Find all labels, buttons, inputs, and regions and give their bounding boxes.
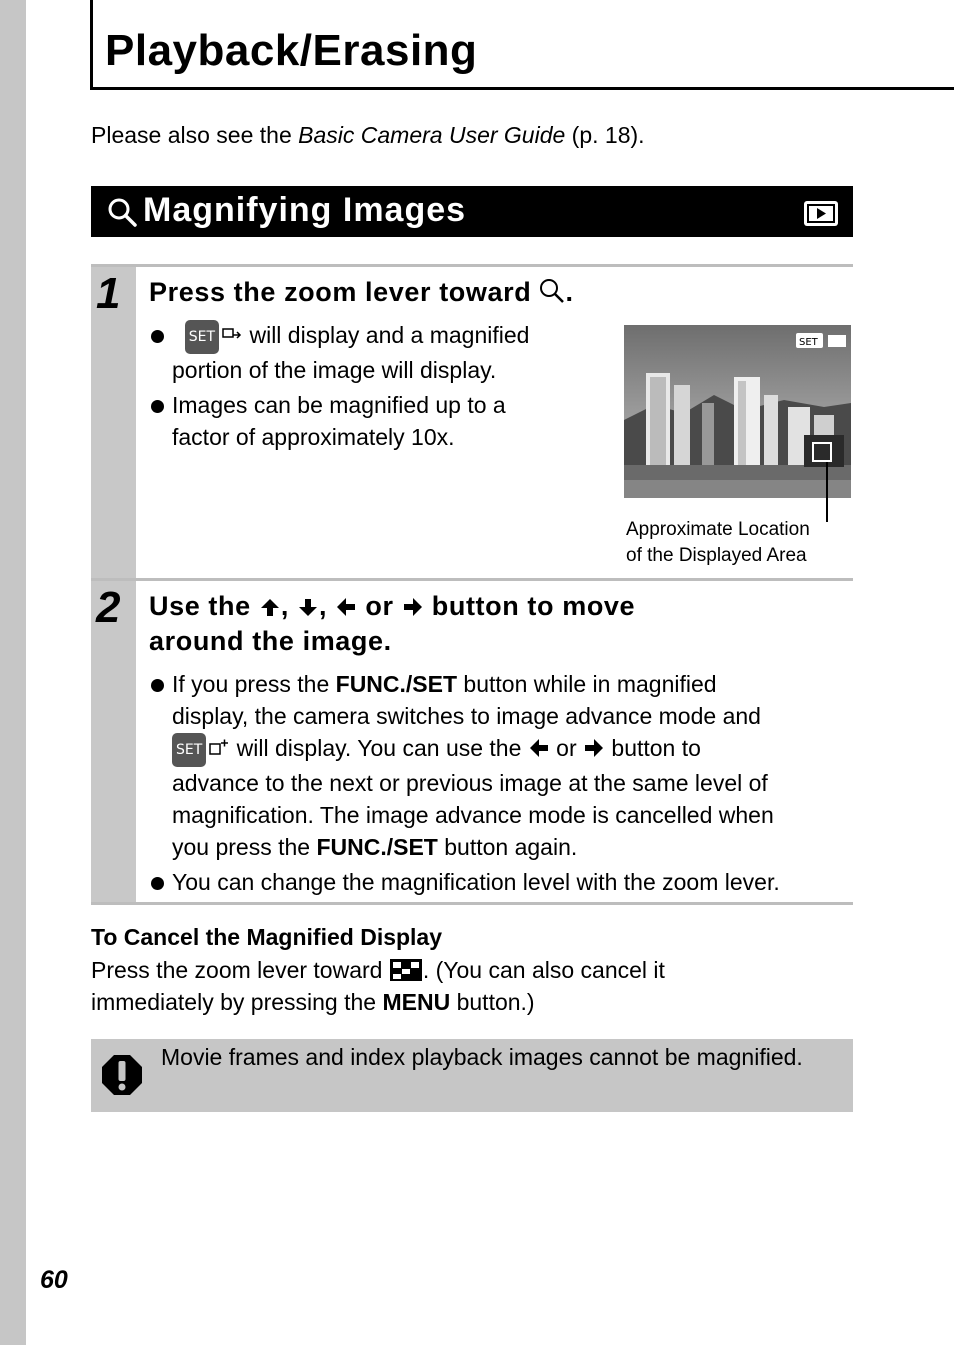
magnified-city-photo [624, 325, 851, 498]
caution-icon [100, 1053, 144, 1097]
intro-text [91, 122, 645, 149]
down-arrow-icon [297, 596, 319, 618]
cancel-text-part: Press the zoom lever toward [91, 957, 389, 983]
step-heading-text: or [365, 591, 394, 621]
cancel-text-part: button.) [450, 989, 535, 1015]
step-heading-text: around the image. [149, 626, 392, 656]
step-heading [149, 275, 574, 310]
bullet-text: advance to the next or previous image at the same level of [172, 770, 768, 796]
list-item [149, 668, 849, 863]
list-item [149, 319, 579, 386]
cancel-text [91, 954, 851, 1018]
step-number: 2 [96, 583, 121, 632]
cancel-heading: To Cancel the Magnified Display [91, 924, 443, 950]
bullet-text: you press the [172, 834, 317, 860]
page-title: Playback/Erasing [105, 26, 478, 75]
bullet-text: button while in magnified [457, 671, 717, 697]
list-item [149, 389, 579, 453]
step-heading: Use the , , or button to move around the image. [149, 591, 636, 656]
bullet-text: button to [611, 735, 701, 761]
playback-mode-icon [803, 200, 839, 227]
step-1-bullets [149, 319, 579, 453]
step-1 [91, 264, 853, 580]
photo-caption [626, 517, 810, 569]
func-set-label: FUNC./SET [316, 834, 438, 860]
step-heading-text: Use the [149, 591, 251, 621]
page-number: 60 [40, 1266, 68, 1294]
section-title: Magnifying Images [143, 191, 467, 229]
svg-text:SET: SET [799, 337, 818, 348]
title-frame [90, 0, 954, 90]
bullet-text: or [556, 735, 577, 761]
side-tab-bar [0, 0, 26, 1345]
menu-label: MENU [382, 989, 451, 1015]
bullet-text: factor of approximately 10x. [172, 424, 455, 450]
caption-line: of the Displayed Area [626, 545, 807, 566]
set-badge: SET [185, 320, 219, 354]
bullet-text: display, the camera switches to image advance mode and [172, 703, 761, 729]
step-2-bullets [149, 668, 849, 898]
cancel-text-part: immediately by pressing the [91, 989, 383, 1015]
set-badge: SET [172, 733, 206, 767]
list-item [149, 866, 849, 898]
callout-line [825, 462, 829, 522]
bullet-text: If you press the [172, 671, 336, 697]
step-number-column [91, 581, 136, 902]
right-arrow-icon [583, 737, 605, 759]
step-number: 1 [96, 269, 121, 318]
up-arrow-icon [259, 596, 281, 618]
step-heading-end: . [565, 277, 574, 307]
step-heading-text: Press the zoom lever toward [149, 277, 532, 307]
right-arrow-icon [402, 596, 424, 618]
step-number-column [91, 267, 136, 580]
cancel-text-part: . (You can also cancel it [422, 957, 665, 983]
image-advance-icon [208, 738, 230, 758]
intro-prefix: Please also see the [91, 122, 299, 148]
bullet-text: portion of the image will display. [172, 357, 497, 383]
bullet-text: button again. [437, 834, 578, 860]
guide-title: Basic Camera User Guide [298, 122, 566, 148]
left-arrow-icon [528, 737, 550, 759]
section-header [91, 186, 853, 237]
bullet-text: Images can be magnified up to a [172, 392, 506, 418]
caution-note [91, 1039, 853, 1112]
step-heading-text: button to move [431, 591, 636, 621]
index-icon [389, 958, 423, 982]
bullet-text: will display. You can use the [230, 735, 522, 761]
magnify-pan-icon [221, 325, 243, 345]
left-arrow-icon [335, 596, 357, 618]
bullet-text: magnification. The image advance mode is cancelled when [172, 802, 774, 828]
magnify-icon [539, 278, 565, 304]
bullet-text: will display and a magnified [243, 322, 530, 348]
func-set-label: FUNC./SET [335, 671, 458, 697]
step-2 [91, 578, 853, 905]
bullet-text: You can change the magnification level with the zoom lever. [172, 869, 780, 895]
intro-suffix: (p. 18). [565, 122, 645, 148]
note-text: Movie frames and index playback images cannot be magnified. [161, 1044, 803, 1070]
magnify-icon [106, 196, 138, 228]
caption-line: Approximate Location [626, 519, 810, 540]
